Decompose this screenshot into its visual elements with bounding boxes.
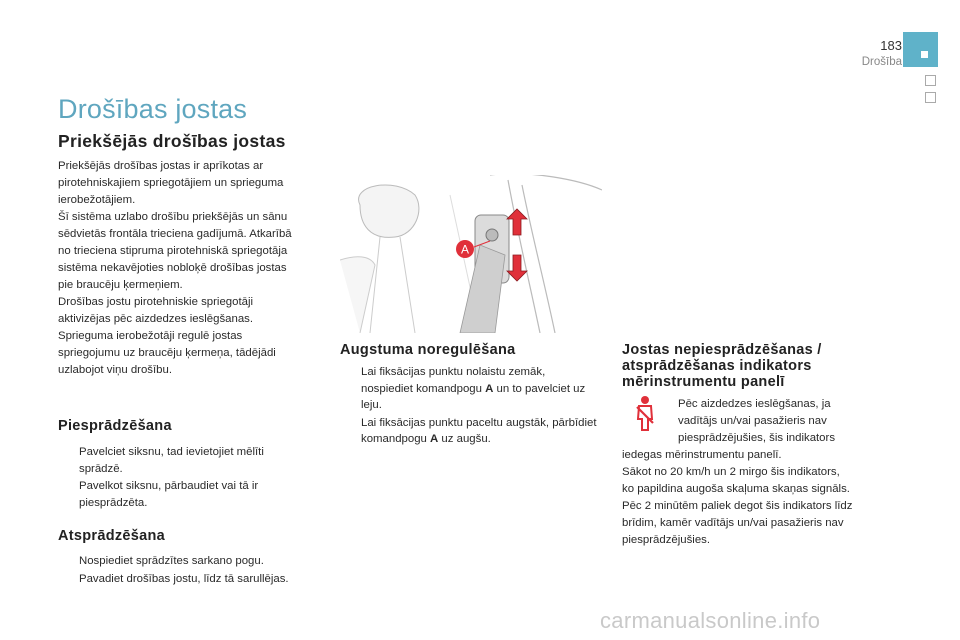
front-belts-heading: Priekšējās drošības jostas [58, 131, 286, 151]
seatbelt-height-illustration [340, 175, 602, 333]
indicator-text: iedegas mērinstrumentu panelī. Sākot no 20 km/h un 2 mirgo šis indikators, ko papildina augoša skaļuma skaņas signāls. Pēc 2 minūtēm paliek degot šis indikators līdz brīdim, kamēr vadītājs un/vai pasažieris nav piesprādzējušies. [622, 449, 853, 546]
section-name: Drošība [861, 56, 902, 68]
fasten-heading: Piesprādzēšana [58, 418, 172, 434]
page-title: Drošības jostas [58, 94, 248, 124]
indicator-text-beside-icon: Pēc aizdedzes ieslēgšanas, ja vadītājs un/vai pasažieris nav piesprādzējušies, šis indikators [678, 398, 836, 444]
list-item: Lai fiksācijas punktu paceltu augstāk, pārbīdiet komandpogu A uz augšu. [361, 416, 597, 445]
chapter-tab-box-1[interactable] [925, 75, 936, 86]
list-item: Nospiediet sprādzītes sarkano pogu. [79, 555, 264, 567]
front-paragraph-2: Šī sistēma uzlabo drošību priekšējās un sānu sēdvietās frontāla trieciena gadījumā. Atkarībā no trieciena stipruma pirotehniskā spriegotāja sistēma nekavējoties nobloķē drošības jostas pie braucēju ķermeņiem. [58, 211, 292, 291]
list-item: Lai fiksācijas punktu nolaistu zemāk, nospiediet komandpogu A un to pavelciet uz leju. [361, 366, 586, 411]
chapter-tab-box-2[interactable] [925, 92, 936, 103]
unfasten-heading: Atsprādzēšana [58, 528, 166, 544]
height-adjust-list [340, 364, 598, 449]
front-belts-text [58, 158, 303, 379]
list-item: Pavelkot siksnu, pārbaudiet vai tā ir piesprādzēta. [79, 480, 259, 509]
chapter-tab[interactable] [903, 32, 938, 67]
indicator-heading: Jostas nepiesprādzēšanas / atsprādzēšanas indikators mērinstrumentu panelī [622, 342, 822, 390]
up-arrow-icon [507, 209, 527, 235]
front-paragraph-1: Priekšējās drošības jostas ir aprīkotas ar pirotehniskajiem spriegotājiem un sprieguma ierobežotājiem. [58, 160, 284, 206]
height-adjust-heading: Augstuma noregulēšana [340, 342, 516, 358]
unfasten-list [58, 553, 313, 588]
chapter-tab-marker-icon [921, 51, 928, 58]
front-paragraph-3: Drošības jostu pirotehniskie spriegotāji aktivizējas pēc aizdedzes ieslēgšanas. Sprieguma ierobežotāji regulē jostas spriegojumu uz braucēju ķermeņa, tādējādi uzlabojot viņu drošību. [58, 296, 276, 376]
fasten-list [58, 444, 308, 512]
seatbelt-warning-icon [632, 395, 658, 431]
watermark: carmanualsonline.info [600, 608, 821, 633]
callout-a-label: A [460, 242, 470, 257]
page-number: 183 [880, 38, 902, 53]
list-item: Pavadiet drošības jostu, līdz tā sarullējas. [79, 572, 289, 585]
list-item: Pavelciet siksnu, tad ievietojiet mēlīti sprādzē. [79, 446, 264, 475]
